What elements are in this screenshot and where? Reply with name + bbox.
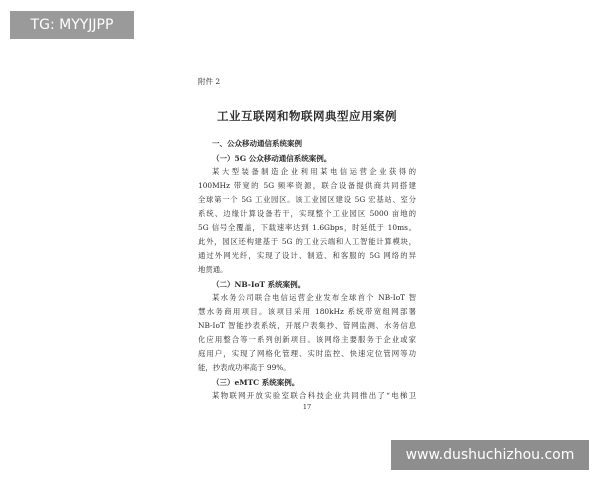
paragraph-line: 慧水务商用项目。该项目采用 180kHz 系统带宽组网部署 <box>198 307 416 316</box>
section-heading: 一、公众移动通信系统案例 <box>212 139 302 148</box>
subsection-heading-emtc: （三）eMTC 系统案例。 <box>212 378 300 387</box>
paragraph-line: 通过外网光纤，实现了设计、制造、和客服的 5G 网络的异 <box>198 251 416 260</box>
site-watermark: www.dushuchizhou.com <box>391 440 589 470</box>
paragraph-line: 某物联网开放实验室联合科技企业共同推出了“电梯卫 <box>212 391 416 400</box>
paragraph-line: 化应用整合等一系列创新项目。该网络主要服务于企业或家 <box>198 335 416 344</box>
paragraph-line: 100MHz 带宽的 5G 频率资源，联合设备提供商共同搭建 <box>198 181 416 190</box>
paragraph-line: 庭用户，实现了网格化管理、实时监控、快速定位管网等功 <box>198 349 416 358</box>
page-number: 17 <box>302 403 312 411</box>
paragraph-line: 某大型装备制造企业利用某电信运营企业获得的 <box>212 167 416 176</box>
paragraph-line: 5G 信号全覆盖，下载速率达到 1.6Gbps，时延低于 10ms。 <box>198 223 416 232</box>
paragraph-line: 全球第一个 5G 工业园区。该工业园区建设 5G 宏基站、室分 <box>198 195 416 204</box>
tag-watermark: TG: MYYJJPP <box>10 11 134 39</box>
subsection-heading-5g: （一）5G 公众移动通信系统案例。 <box>212 154 332 163</box>
attachment-label: 附件 2 <box>198 77 221 86</box>
paragraph-line: 能，抄表成功率高于 99%。 <box>198 363 291 372</box>
paragraph-line: 某水务公司联合电信运营企业发布全球首个 NB-IoT 智 <box>212 293 416 302</box>
paragraph-line: 此外，园区还构建基于 5G 的工业云端和人工智能计算模块， <box>198 237 416 246</box>
paragraph-line: NB-IoT 智能抄表系统，开展户表集抄、管网监测、水务信息 <box>198 321 416 330</box>
paragraph-line: 地贯通。 <box>198 265 228 274</box>
paragraph-line: 系统、边缘计算设备若干，实现整个工业园区 5000 亩地的 <box>198 209 416 218</box>
subsection-heading-nbiot: （二）NB-IoT 系统案例。 <box>212 280 306 289</box>
document-title: 工业互联网和物联网典型应用案例 <box>217 109 397 123</box>
